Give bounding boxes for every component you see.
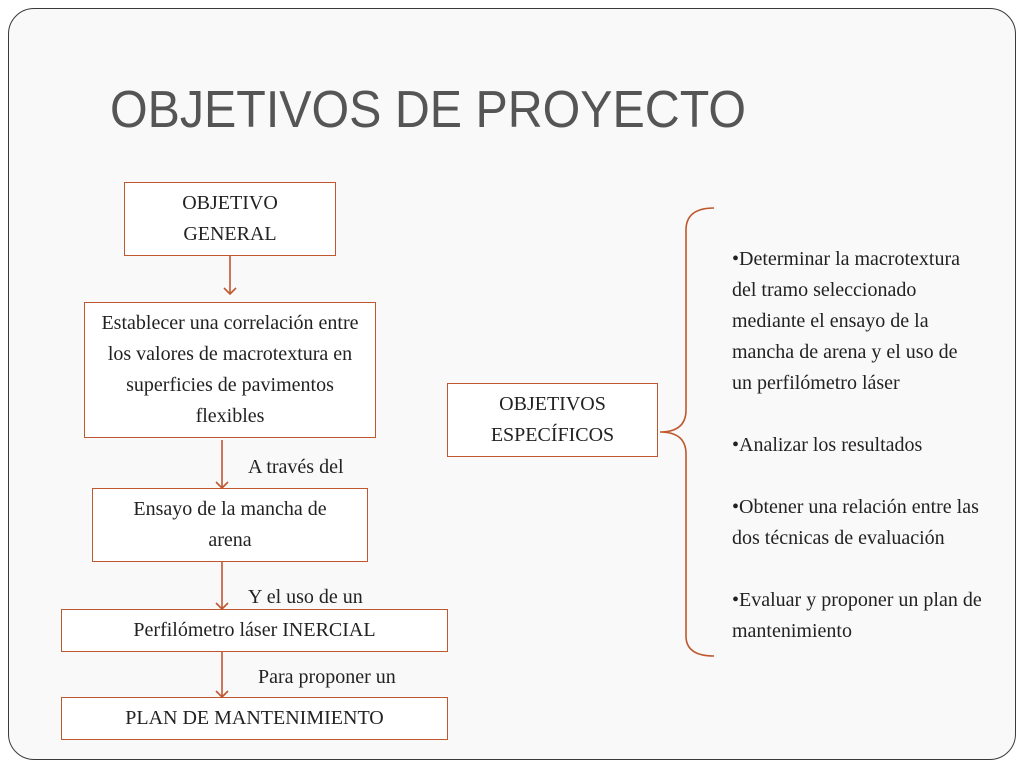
profilometer-box bbox=[61, 609, 448, 652]
general-objective-label: OBJETIVO GENERAL bbox=[182, 192, 278, 245]
general-objective-box bbox=[124, 182, 336, 256]
specific-item-plan: •Evaluar y proponer un plan de mantenimiento bbox=[732, 589, 982, 642]
profilometer-label: Perfilómetro láser INERCIAL bbox=[133, 619, 376, 641]
connector-use-label: Y el uso de un bbox=[248, 586, 363, 608]
specific-objectives-list bbox=[732, 244, 982, 647]
sand-test-box bbox=[92, 488, 368, 562]
sand-test-label: Ensayo de la mancha de arena bbox=[133, 498, 327, 551]
correlation-box bbox=[84, 302, 376, 438]
specific-objectives-label: OBJETIVOS ESPECÍFICOS bbox=[490, 393, 615, 446]
specific-bracket bbox=[660, 208, 714, 656]
maintenance-plan-box bbox=[61, 697, 448, 740]
specific-item-determine: •Determinar la macrotextura del tramo seleccionado mediante el ensayo de la mancha de arena y el uso de un perfilómetro láser bbox=[732, 248, 960, 394]
specific-item-analyze: •Analizar los resultados bbox=[732, 434, 923, 456]
slide-title: OBJETIVOS DE PROYECTO bbox=[110, 81, 746, 139]
connector-through-label: A través del bbox=[248, 456, 344, 478]
maintenance-plan-label: PLAN DE MANTENIMIENTO bbox=[125, 707, 384, 729]
connector-propose-label: Para proponer un bbox=[258, 666, 396, 688]
specific-objectives-box bbox=[447, 383, 658, 457]
correlation-label: Establecer una correlación entre los valores de macrotextura en superficies de pavimentos flexibles bbox=[101, 312, 359, 427]
specific-item-relation: •Obtener una relación entre las dos técnicas de evaluación bbox=[732, 496, 979, 549]
